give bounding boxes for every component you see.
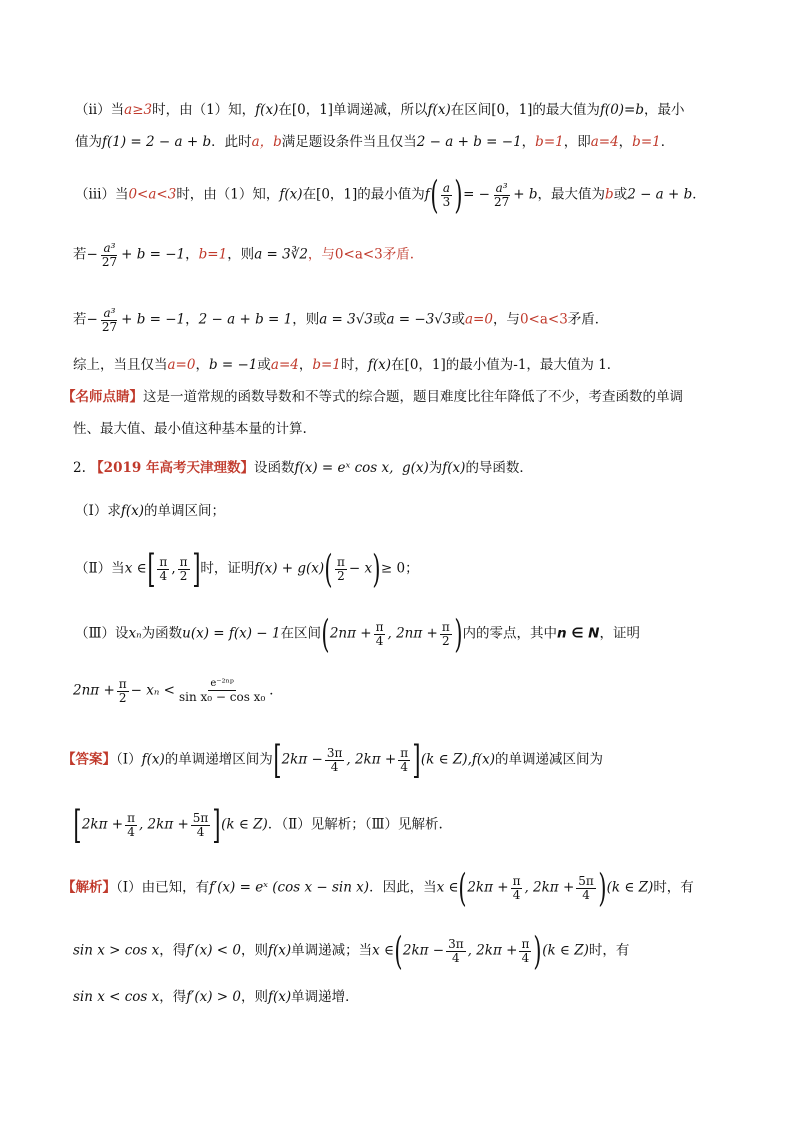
numerator: a³ [103,241,116,255]
fraction [117,678,129,704]
math: sin x > cos x [73,942,160,959]
answer-line-2 [73,803,443,847]
text: ， [185,311,199,328]
math: 2nπ + [329,625,372,642]
math: 2 − a + b [627,186,693,203]
bracket: ( [458,866,467,910]
math: u(x) = f(x) − 1 [182,625,281,642]
text: ，则 [227,246,255,263]
text: ，证明 [599,625,640,642]
text: ．因此，当 [369,879,437,896]
text: 若 [73,311,87,328]
fraction [519,938,531,964]
text: 单调递增． [291,989,359,1005]
text: 在[0，1]的最小值为 [302,186,425,203]
math: xₙ [128,625,142,642]
math: − [86,311,98,328]
math: , 2nπ + [387,625,438,642]
fraction [511,875,523,901]
math: 2 − a + b = 1 [198,311,293,328]
numerator: π [127,810,135,825]
math: x ∈ [436,879,459,896]
fraction [157,556,169,582]
conclusion [73,355,620,375]
fraction [440,621,452,647]
text: 值为 [75,134,102,150]
text: 综上，当且仅当 [73,357,168,373]
text: ． [660,134,675,150]
text: （ⅱ）当 [75,102,125,118]
text: ，即 [563,134,591,150]
fraction [492,182,511,208]
condition: 0<a<3 [128,186,177,203]
text: ，则 [240,942,268,959]
part-iii [75,612,640,656]
denominator: 4 [375,633,384,648]
fraction [177,679,267,703]
bracket: ( [324,547,333,591]
math: f(x) [267,942,292,959]
fraction [398,747,410,773]
text: 的单调递减区间为 [495,751,604,768]
fraction [446,938,466,964]
text: 在[0，1]的最小值为-1，最大值为 1． [391,357,621,373]
bracket: ) [454,612,463,656]
bracket: ) [454,173,463,217]
math: b=1 [312,357,341,373]
math: b [605,186,614,203]
denominator: 2 [337,568,345,583]
if-case-2 [73,307,608,333]
text: 满足题设条件当且仅当 [281,134,417,150]
numerator: π [336,554,345,569]
fraction [325,747,345,773]
text: ．此时 [211,134,252,150]
bracket: ( [394,929,403,973]
math: = − [463,186,490,203]
denominator: 4 [400,759,408,774]
math: a=4 [270,357,299,373]
math: a，b [251,134,282,150]
denominator: 3 [442,194,451,209]
numerator: π [159,554,168,569]
text: 时，有 [588,942,630,959]
math: (k ∈ Z) [221,816,268,833]
text: 时，证明 [200,560,255,577]
analysis-label: 【解析】 [62,879,116,896]
text: 单调递减；当 [291,942,373,959]
text: （Ⅲ）设 [75,625,129,642]
math: a = 3√3 [319,311,373,328]
condition: 0<a<3 [519,311,568,328]
if-case-1 [73,242,414,268]
math: f(x) [367,357,392,373]
math: sin x < cos x [73,989,160,1005]
denominator: 27 [101,319,118,334]
math: 2nπ + [73,682,115,699]
answer-label: 【答案】 [62,751,116,768]
math: x ∈ [124,560,147,577]
bracket: ) [598,866,607,910]
text: ，则 [292,311,320,328]
bracket: ( [430,173,439,217]
text: 为 [428,460,443,476]
math: , 2kπ + [467,942,518,959]
denominator: sin x₀ − cos x₀ [178,689,266,704]
math: + b = −1 [121,311,186,328]
problem-number: 2. [73,460,91,476]
denominator: 4 [127,824,135,839]
denominator: 2 [441,633,450,648]
math: f(x) [141,751,165,768]
numerator: a [442,180,450,195]
text: ，得 [159,942,187,959]
inequality [73,678,283,704]
math: a = −3√3 [386,311,452,328]
teacher-note-line-2 [73,419,307,439]
bracket: ] [412,738,421,782]
fraction [100,242,119,268]
numerator: π [179,554,188,569]
math: 2kπ + [81,816,124,833]
fraction [191,812,211,838]
text: 的导函数． [465,460,533,476]
math: , 2kπ + [524,879,575,896]
math: + b [513,186,538,203]
part-ii: （Ⅱ）当x ∈[ $\frac{\pi}{4}$ , $\frac{\pi}{2}$ ]时，证明f(x) + g(x)( $\frac{\pi}{2}$ − x)≥ 0； [75,547,419,591]
text: 矛盾. [382,246,415,263]
math: f(x) [471,751,496,768]
math: f(x) [279,186,303,203]
math: f(x) [120,503,144,519]
condition: 0<a<3 [334,246,383,263]
bracket: [ [146,547,156,591]
text: 或 [372,311,387,328]
math: + b = −1 [121,246,186,263]
case-ii-line-1 [75,100,685,120]
text: 的单调递增区间为 [164,751,273,768]
numerator: e⁻²ⁿᵖ [210,678,234,690]
math: g(x) [401,460,429,476]
math: − [86,246,98,263]
text: ． [269,682,283,699]
math: ≥ 0 [380,560,406,577]
denominator: 4 [512,887,521,902]
text: ，则 [240,989,268,1005]
text: ， [298,357,313,373]
text: ．（Ⅱ）见解析；（Ⅲ）见解析. [267,816,443,833]
numerator: 3π [448,936,464,951]
math: (k ∈ Z), [420,751,472,768]
text: ，得 [159,989,187,1005]
denominator: 4 [521,950,530,965]
math: a=0 [464,311,493,328]
text: 设函数 [253,460,295,476]
denominator: 27 [101,254,118,269]
analysis-line-2 [73,929,630,973]
denominator: 4 [196,824,205,839]
text: ， [185,246,199,263]
text: 或 [257,357,271,373]
numerator: π [118,677,127,691]
text: 在区间 [280,625,321,642]
bracket: ) [372,547,381,591]
text: 时，由（1）知， [176,186,280,203]
text: 的单调区间； [144,503,225,519]
math: x ∈ [372,942,395,959]
math: b=1 [632,134,661,150]
text: 在区间[0，1]的最大值为 [450,102,600,118]
math: (k ∈ Z) [606,879,654,896]
text: 内的零点，其中 [462,625,558,642]
math: a=4 [590,134,619,150]
math: a = 3∛2 [254,246,308,263]
bracket: ] [191,547,200,591]
fraction [178,556,190,582]
text: 矛盾． [567,311,609,328]
numerator: π [400,745,409,760]
bracket: [ [273,738,282,782]
fraction [125,812,137,838]
numerator: 3π [326,745,343,760]
text: （Ⅰ） [116,751,142,768]
math: − x [348,560,373,577]
math: f(1) = 2 − a + b [102,134,212,150]
math: f(x) [442,460,466,476]
fraction [576,875,596,901]
analysis-line-3 [73,987,359,1007]
math: f′(x) > 0 [186,989,241,1005]
math: (k ∈ Z) [542,942,589,959]
numerator: π [375,619,384,634]
denominator: 4 [330,759,339,774]
text: 性、最大值、最小值这种基本量的计算. [73,421,307,437]
math: f′(x) = eˣ (cos x − sin x) [209,879,370,896]
math: 2kπ + [467,879,509,896]
math: 2 − a + b = −1 [416,134,522,150]
text: 或 [451,311,465,328]
note-label: 【名师点睛】 [62,389,143,405]
numerator: π [512,873,521,888]
math: f′(x) < 0 [186,942,241,959]
numerator: π [521,936,530,951]
text: ， [195,357,209,373]
analysis-line-1 [62,866,694,910]
text: （ⅲ）当 [75,186,129,203]
bracket: ] [212,803,221,847]
math: f(x) = eˣ cos x, [294,460,394,476]
condition: a≥3 [124,102,153,118]
text: 这是一道常规的函数导数和不等式的综合题，题目难度比往年降低了不少，考查函数的单调 [143,389,683,405]
text: （Ⅰ）求 [75,503,121,519]
bracket: ) [533,929,542,973]
source-label: 【2019 年高考天津理数】 [90,460,254,476]
text: ， [618,134,633,150]
numerator: 5π [192,810,209,825]
text: ． [692,186,706,203]
numerator: a³ [103,306,116,320]
text: ，与 [307,246,335,263]
math: f(x) + g(x) [254,560,325,577]
math: f(0)=b [599,102,645,118]
fraction [441,182,453,208]
part-i [75,501,225,521]
math: 2kπ − [281,751,323,768]
text: 时，由（1）知， [152,102,256,118]
denominator: 4 [452,950,460,965]
math: − xₙ < [130,682,175,699]
fraction [100,307,119,333]
numerator: a³ [495,180,508,195]
denominator: 4 [582,887,590,902]
fraction [374,621,386,647]
math: f(x) [427,102,451,118]
math: , 2kπ + [346,751,397,768]
denominator: 4 [159,568,168,583]
text: ，与 [492,311,520,328]
math: , 2kπ + [138,816,189,833]
math: 2kπ − [402,942,445,959]
text: 时，有 [653,879,694,896]
case-ii-line-2 [75,132,674,152]
math: b=1 [198,246,228,263]
math: b = −1 [208,357,258,373]
text: （Ⅰ）由已知，有 [116,879,210,896]
answer-line-1 [62,738,604,782]
teacher-note-line-1 [62,387,683,407]
text: 或 [613,186,628,203]
text: ，最小 [644,102,685,118]
text: 在[0，1]单调递减，所以 [278,102,428,118]
text: （Ⅱ）当 [75,560,125,577]
problem-2-title [73,458,533,478]
math: b=1 [535,134,564,150]
bracket: ( [321,612,330,656]
text: 若 [73,246,87,263]
text: 时， [340,357,368,373]
math: f(x) [255,102,279,118]
math: a=0 [167,357,196,373]
math: f [424,186,430,203]
case-iii-line [75,173,706,217]
text: ，最大值为 [537,186,606,203]
denominator: 27 [494,194,510,209]
text: ； [405,560,419,577]
denominator: 2 [118,690,127,705]
text: 为函数 [141,625,183,642]
numerator: 5π [578,873,594,888]
denominator: 2 [179,568,188,583]
math: n ∈ N [557,625,600,642]
fraction [335,556,347,582]
text: ， [521,134,536,150]
numerator: π [441,619,450,634]
math: f(x) [267,989,292,1005]
bracket: [ [73,803,82,847]
